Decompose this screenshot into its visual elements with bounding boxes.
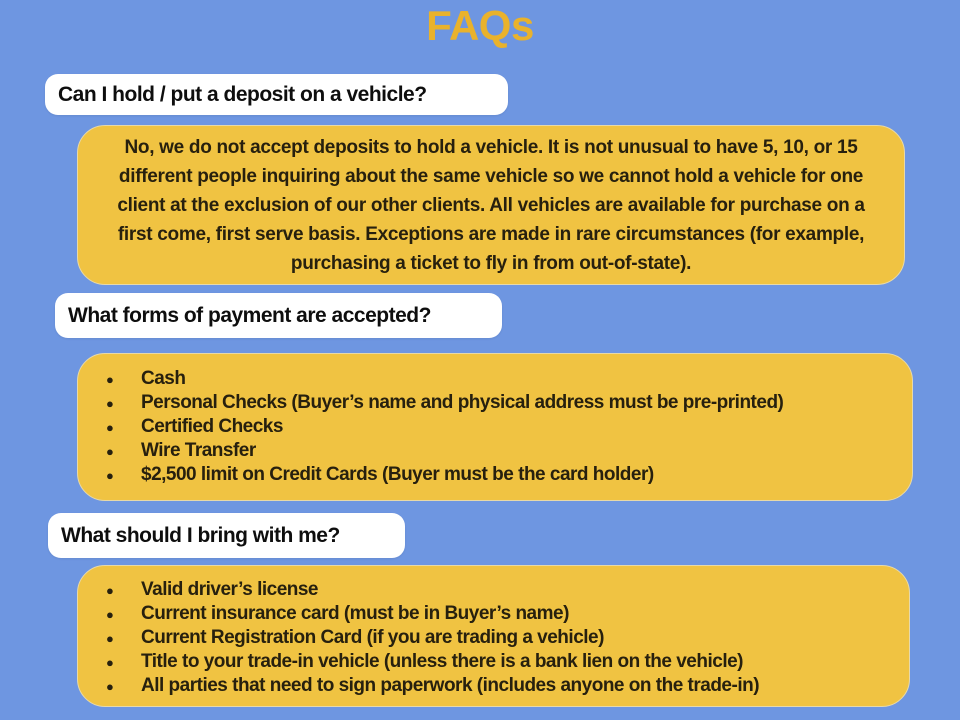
bring-items-list	[78, 578, 909, 698]
payment-methods-list	[78, 367, 912, 487]
bullet-icon	[106, 463, 113, 488]
question-box-bring	[48, 513, 405, 558]
list-item-text: Title to your trade-in vehicle (unless there is a bank lien on the vehicle)	[141, 651, 743, 672]
bullet-icon	[106, 415, 113, 440]
answer-paragraph: No, we do not accept deposits to hold a vehicle. It is not unusual to have 5, 10, or 15 different people inquiring about the same vehicle so we cannot hold a vehicle for one client at the exclusion of our other clients. All vehicles are available for purchase on a first come, first serve basis. Exceptions are made in rare circumstances (for example, purchasing a ticket to fly in from out-of-state).	[117, 136, 865, 274]
bullet-icon	[106, 367, 113, 392]
list-item	[78, 602, 909, 626]
list-item	[78, 674, 909, 698]
question-box-payment	[55, 293, 502, 338]
bullet-icon	[106, 650, 113, 675]
question-text: What forms of payment are accepted?	[68, 303, 431, 327]
answer-box-deposit	[77, 125, 905, 285]
list-item-text: Current Registration Card (if you are trading a vehicle)	[141, 627, 604, 648]
list-item	[78, 650, 909, 674]
question-box-deposit	[45, 74, 508, 115]
list-item	[78, 439, 912, 463]
list-item-text: All parties that need to sign paperwork (includes anyone on the trade-in)	[141, 675, 760, 696]
list-item	[78, 367, 912, 391]
page-title: FAQs	[426, 2, 534, 49]
list-item	[78, 463, 912, 487]
list-item	[78, 391, 912, 415]
list-item-text: Certified Checks	[141, 416, 283, 437]
answer-box-payment	[77, 353, 913, 501]
list-item-text: $2,500 limit on Credit Cards (Buyer must be the card holder)	[141, 464, 654, 485]
bullet-icon	[106, 439, 113, 464]
list-item	[78, 578, 909, 602]
list-item-text: Current insurance card (must be in Buyer’s name)	[141, 603, 569, 624]
bullet-icon	[106, 626, 113, 651]
list-item-text: Personal Checks (Buyer’s name and physical address must be pre-printed)	[141, 392, 784, 413]
question-text: What should I bring with me?	[61, 523, 340, 547]
list-item-text: Cash	[141, 368, 186, 389]
list-item-text: Wire Transfer	[141, 440, 256, 461]
bullet-icon	[106, 391, 113, 416]
bullet-icon	[106, 578, 113, 603]
bullet-icon	[106, 602, 113, 627]
bullet-icon	[106, 674, 113, 699]
list-item-text: Valid driver’s license	[141, 579, 318, 600]
question-text: Can I hold / put a deposit on a vehicle?	[58, 82, 427, 106]
list-item	[78, 415, 912, 439]
list-item	[78, 626, 909, 650]
answer-box-bring	[77, 565, 910, 707]
